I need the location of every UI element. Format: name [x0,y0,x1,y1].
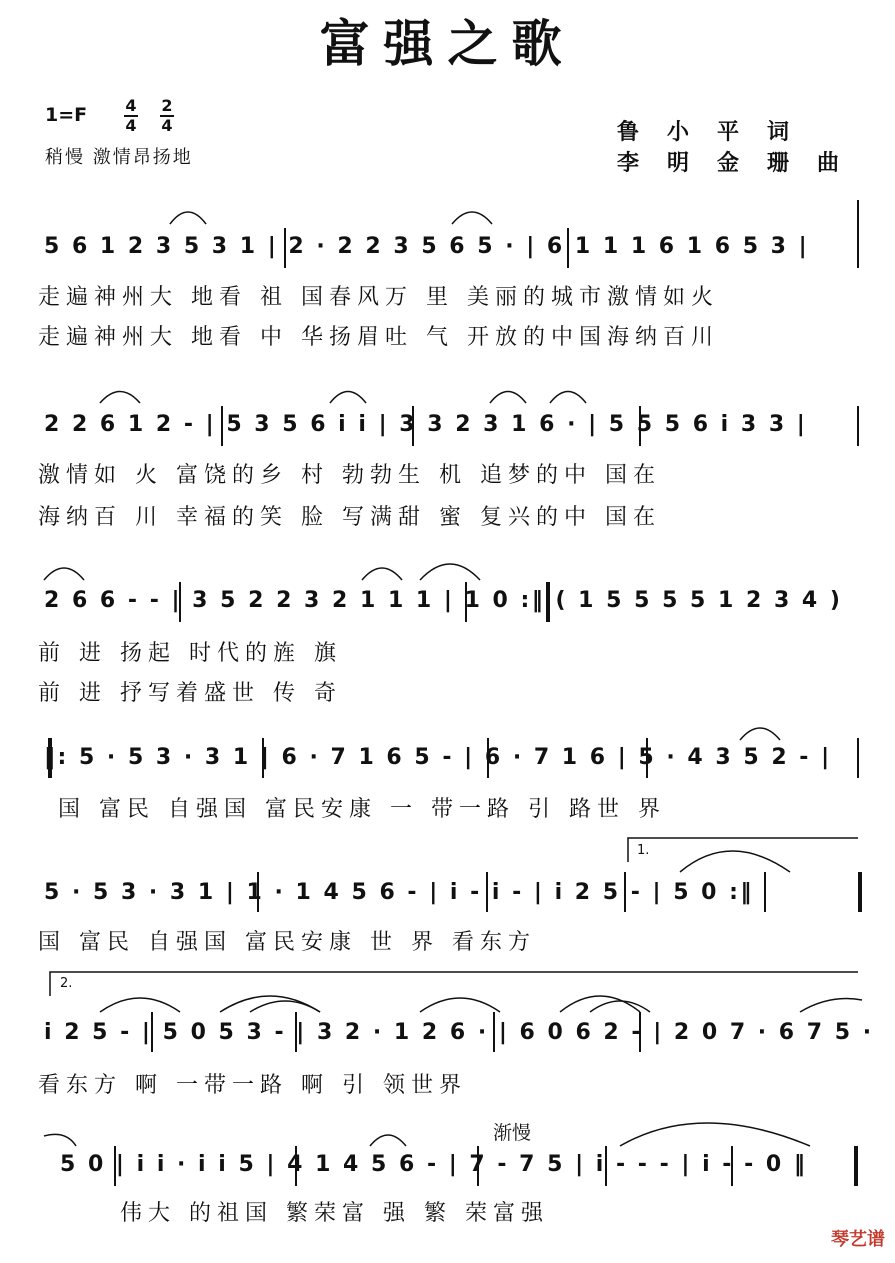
notation-row-7: 5 0 | i i · i i 5 | 4 1 4 5 6 - | 7 - 7 5 | i - - - | i - - 0 ‖ [60,1152,808,1177]
repeat-barlines [50,582,860,1186]
tempo-marking: 稍慢 激情昂扬地 [45,147,193,168]
volta-2-label: 2. [60,976,73,991]
lyric-row-2-verse-2: 海纳百 川 幸福的笑 脸 写满甜 蜜 复兴的中 国在 [38,505,661,530]
watermark-logo: 琴艺谱 [831,1229,885,1250]
lyric-row-7: 伟大 的祖国 繁荣富 强 繁 荣富强 [120,1201,549,1226]
notation-row-5: 5 · 5 3 · 3 1 | 1 · 1 4 5 6 - | i - i - | i 2 5 - | 5 0 :‖ [44,880,754,905]
notation-row-1: 5 6 1 2 3 5 3 1 | 2 · 2 2 3 5 6 5 · | 6 1 1 1 6 1 6 5 3 | [44,234,810,259]
volta-1-label: 1. [637,843,650,858]
lyric-row-1-verse-2: 走遍神州大 地看 中 华扬眉吐 气 开放的中国海纳百川 [38,325,719,350]
notation-row-4: ‖: 5 · 5 3 · 3 1 | 6 · 7 1 6 5 - | 6 · 7 1 6 | 5 · 4 3 5 2 - | [44,745,832,770]
lyric-row-4: 国 富民 自强国 富民安康 一 带一路 引 路世 界 [58,797,666,822]
lyric-row-6: 看东方 啊 一带一路 啊 引 领世界 [38,1073,467,1098]
lyric-row-5: 国 富民 自强国 富民安康 世 界 看东方 [38,930,536,955]
time-sig-denominator: 4 [161,116,173,135]
time-sig-numerator: 2 [161,96,173,115]
time-sig-denominator: 4 [125,116,137,135]
notation-row-2: 2 2 6 1 2 - | 5 3 5 6 i i | 3 3 2 3 1 6 · | 5 5 5 6 i 3 3 | [44,412,808,437]
lyric-row-3-verse-2: 前 进 抒写着盛世 传 奇 [38,681,342,706]
key-signature: 1=F [45,104,88,126]
ritardando-marking: 渐慢 [493,1122,532,1144]
lyricist-credit: 鲁小平词 [617,120,818,145]
composer-credit: 李明金珊曲 [617,151,868,176]
lyric-row-3-verse-1: 前 进 扬起 时代的旌 旗 [38,641,342,666]
volta-brackets [50,838,858,996]
slurs [44,212,862,1146]
time-sig-numerator: 4 [125,96,137,115]
lyric-row-2-verse-1: 激情如 火 富饶的乡 村 勃勃生 机 追梦的中 国在 [38,463,661,488]
notation-row-6: i 2 5 - | 5 0 5 3 - | 3 2 · 1 2 6 · | 6 0 6 2 - | 2 0 7 · 6 7 5 · [44,1020,874,1045]
notation-row-3: 2 6 6 - - | 3 5 2 2 3 2 1 1 1 | 1 0 :‖ ( 1 5 5 5 5 1 2 3 4 ) [44,588,843,613]
lyric-row-1-verse-1: 走遍神州大 地看 祖 国春风万 里 美丽的城市激情如火 [38,285,719,310]
bar-lines [115,200,858,1186]
song-title: 富强之歌 [319,15,576,73]
